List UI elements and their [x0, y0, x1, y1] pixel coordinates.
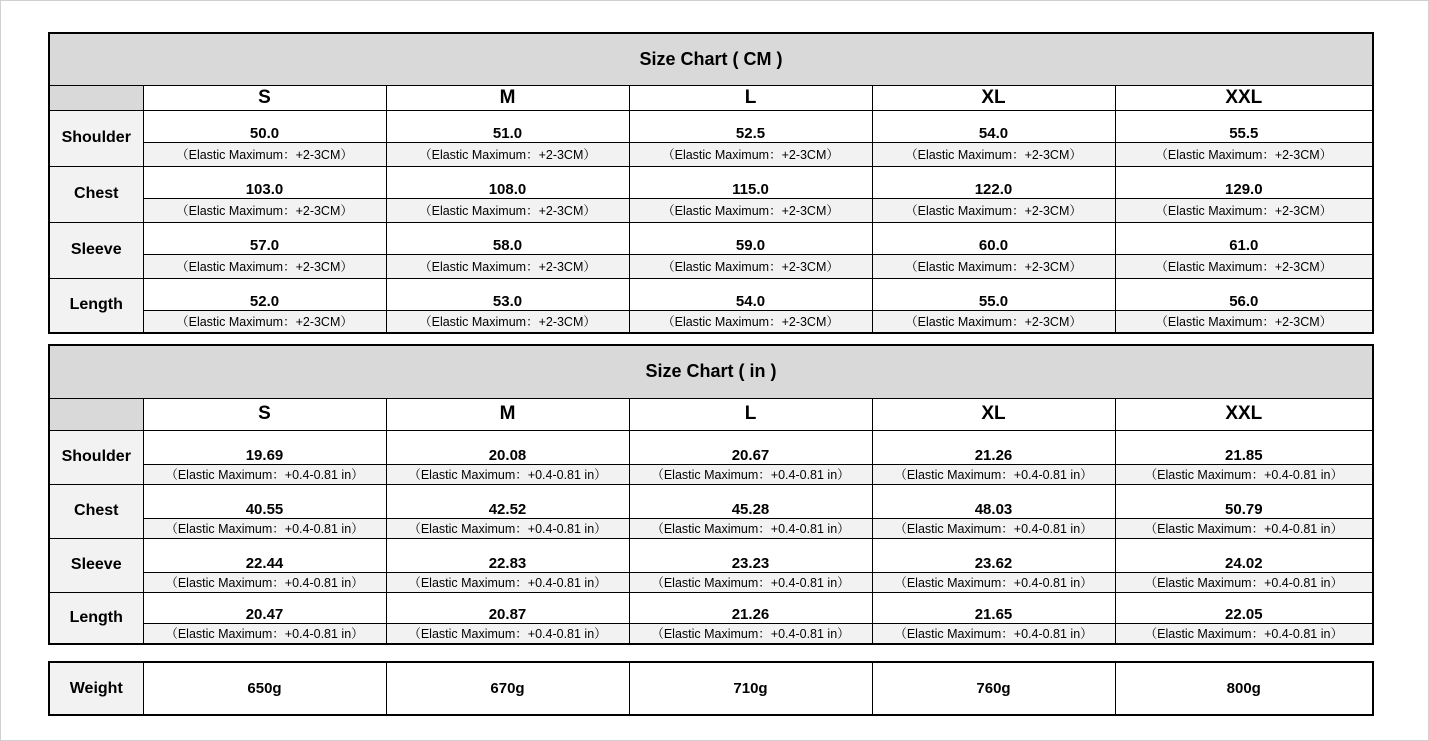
value-cell: 57.0 [143, 222, 386, 254]
value-cell: 52.5 [629, 110, 872, 142]
value-cell: 55.5 [1115, 110, 1373, 142]
row-label-shoulder: Shoulder [49, 110, 143, 166]
elastic-note: （Elastic Maximum：+2-3CM） [386, 254, 629, 278]
value-cell: 129.0 [1115, 166, 1373, 198]
value-cell: 50.0 [143, 110, 386, 142]
elastic-note: （Elastic Maximum：+0.4-0.81 in） [143, 572, 386, 592]
elastic-note: （Elastic Maximum：+2-3CM） [143, 198, 386, 222]
value-cell: 55.0 [872, 278, 1115, 310]
value-cell: 56.0 [1115, 278, 1373, 310]
elastic-note: （Elastic Maximum：+2-3CM） [143, 310, 386, 333]
elastic-note: （Elastic Maximum：+0.4-0.81 in） [629, 518, 872, 538]
value-cell: 20.08 [386, 430, 629, 464]
value-cell: 42.52 [386, 484, 629, 518]
value-cell: 103.0 [143, 166, 386, 198]
size-header-xxl: XXL [1115, 85, 1373, 110]
elastic-note: （Elastic Maximum：+0.4-0.81 in） [629, 464, 872, 484]
elastic-note: （Elastic Maximum：+0.4-0.81 in） [872, 572, 1115, 592]
value-cell: 52.0 [143, 278, 386, 310]
value-cell: 61.0 [1115, 222, 1373, 254]
value-cell: 23.62 [872, 538, 1115, 572]
elastic-note: （Elastic Maximum：+0.4-0.81 in） [629, 623, 872, 644]
value-cell: 22.83 [386, 538, 629, 572]
elastic-note: （Elastic Maximum：+0.4-0.81 in） [143, 518, 386, 538]
weight-value: 710g [629, 662, 872, 715]
elastic-note: （Elastic Maximum：+2-3CM） [629, 142, 872, 166]
elastic-note: （Elastic Maximum：+0.4-0.81 in） [1115, 623, 1373, 644]
value-cell: 48.03 [872, 484, 1115, 518]
value-cell: 20.67 [629, 430, 872, 464]
value-cell: 21.26 [872, 430, 1115, 464]
row-label-length: Length [49, 592, 143, 644]
elastic-note: （Elastic Maximum：+2-3CM） [872, 254, 1115, 278]
value-cell: 59.0 [629, 222, 872, 254]
row-label-length: Length [49, 278, 143, 333]
row-label-chest: Chest [49, 484, 143, 538]
weight-value: 800g [1115, 662, 1373, 715]
row-label-shoulder: Shoulder [49, 430, 143, 484]
size-header-s: S [143, 85, 386, 110]
elastic-note: （Elastic Maximum：+0.4-0.81 in） [386, 623, 629, 644]
value-cell: 53.0 [386, 278, 629, 310]
value-cell: 19.69 [143, 430, 386, 464]
value-cell: 40.55 [143, 484, 386, 518]
value-cell: 58.0 [386, 222, 629, 254]
weight-value: 670g [386, 662, 629, 715]
weight-value: 650g [143, 662, 386, 715]
elastic-note: （Elastic Maximum：+0.4-0.81 in） [872, 464, 1115, 484]
value-cell: 23.23 [629, 538, 872, 572]
value-cell: 122.0 [872, 166, 1115, 198]
elastic-note: （Elastic Maximum：+0.4-0.81 in） [1115, 464, 1373, 484]
size-chart-in-table [48, 344, 1374, 645]
value-cell: 51.0 [386, 110, 629, 142]
row-label-chest: Chest [49, 166, 143, 222]
elastic-note: （Elastic Maximum：+2-3CM） [629, 198, 872, 222]
elastic-note: （Elastic Maximum：+2-3CM） [872, 198, 1115, 222]
elastic-note: （Elastic Maximum：+2-3CM） [386, 310, 629, 333]
value-cell: 20.47 [143, 592, 386, 623]
value-cell: 22.44 [143, 538, 386, 572]
elastic-note: （Elastic Maximum：+2-3CM） [872, 310, 1115, 333]
size-header-s: S [143, 398, 386, 430]
elastic-note: （Elastic Maximum：+2-3CM） [1115, 254, 1373, 278]
size-header-l: L [629, 85, 872, 110]
size-chart-cm-table [48, 32, 1374, 334]
row-label-sleeve: Sleeve [49, 222, 143, 278]
elastic-note: （Elastic Maximum：+0.4-0.81 in） [143, 464, 386, 484]
size-header-m: M [386, 85, 629, 110]
elastic-note: （Elastic Maximum：+0.4-0.81 in） [386, 464, 629, 484]
elastic-note: （Elastic Maximum：+2-3CM） [143, 142, 386, 166]
elastic-note: （Elastic Maximum：+2-3CM） [386, 142, 629, 166]
value-cell: 60.0 [872, 222, 1115, 254]
size-header-m: M [386, 398, 629, 430]
elastic-note: （Elastic Maximum：+0.4-0.81 in） [872, 518, 1115, 538]
elastic-note: （Elastic Maximum：+2-3CM） [629, 254, 872, 278]
size-chart-cm-title: Size Chart ( CM ) [49, 33, 1373, 85]
header-corner [49, 85, 143, 110]
size-header-xxl: XXL [1115, 398, 1373, 430]
value-cell: 21.65 [872, 592, 1115, 623]
value-cell: 21.26 [629, 592, 872, 623]
size-header-l: L [629, 398, 872, 430]
elastic-note: （Elastic Maximum：+2-3CM） [1115, 198, 1373, 222]
size-header-xl: XL [872, 398, 1115, 430]
elastic-note: （Elastic Maximum：+2-3CM） [872, 142, 1115, 166]
value-cell: 54.0 [872, 110, 1115, 142]
elastic-note: （Elastic Maximum：+0.4-0.81 in） [143, 623, 386, 644]
elastic-note: （Elastic Maximum：+2-3CM） [1115, 142, 1373, 166]
size-chart-in-title: Size Chart ( in ) [49, 345, 1373, 398]
elastic-note: （Elastic Maximum：+2-3CM） [143, 254, 386, 278]
value-cell: 54.0 [629, 278, 872, 310]
value-cell: 115.0 [629, 166, 872, 198]
elastic-note: （Elastic Maximum：+0.4-0.81 in） [386, 572, 629, 592]
elastic-note: （Elastic Maximum：+0.4-0.81 in） [386, 518, 629, 538]
elastic-note: （Elastic Maximum：+2-3CM） [386, 198, 629, 222]
size-header-xl: XL [872, 85, 1115, 110]
value-cell: 108.0 [386, 166, 629, 198]
row-label-weight: Weight [49, 662, 143, 715]
value-cell: 24.02 [1115, 538, 1373, 572]
value-cell: 45.28 [629, 484, 872, 518]
elastic-note: （Elastic Maximum：+0.4-0.81 in） [1115, 518, 1373, 538]
value-cell: 21.85 [1115, 430, 1373, 464]
value-cell: 20.87 [386, 592, 629, 623]
weight-value: 760g [872, 662, 1115, 715]
elastic-note: （Elastic Maximum：+0.4-0.81 in） [872, 623, 1115, 644]
value-cell: 22.05 [1115, 592, 1373, 623]
elastic-note: （Elastic Maximum：+2-3CM） [1115, 310, 1373, 333]
header-corner [49, 398, 143, 430]
elastic-note: （Elastic Maximum：+0.4-0.81 in） [629, 572, 872, 592]
weight-table [48, 661, 1374, 716]
elastic-note: （Elastic Maximum：+0.4-0.81 in） [1115, 572, 1373, 592]
row-label-sleeve: Sleeve [49, 538, 143, 592]
value-cell: 50.79 [1115, 484, 1373, 518]
elastic-note: （Elastic Maximum：+2-3CM） [629, 310, 872, 333]
